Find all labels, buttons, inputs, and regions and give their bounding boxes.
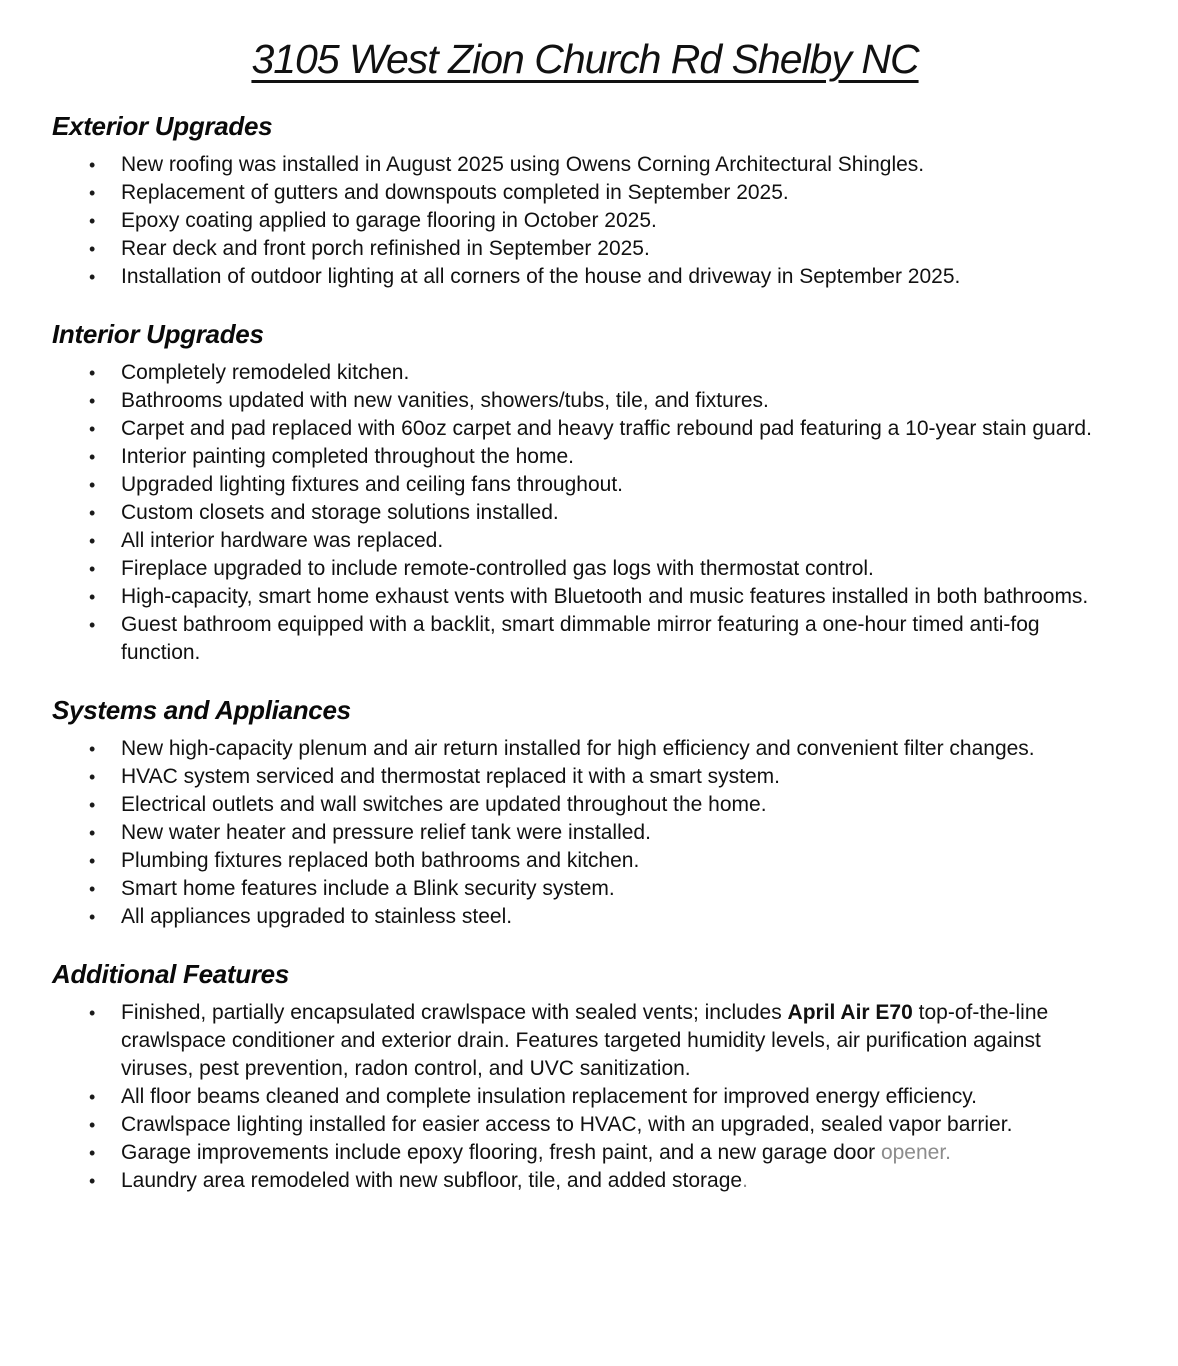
list-item-text: Interior painting completed throughout the home. [121, 445, 574, 468]
list-item-text-segment: Garage improvements include epoxy flooring, fresh paint, and a new garage door [121, 1141, 881, 1164]
list-item-text: Upgraded lighting fixtures and ceiling fans throughout. [121, 473, 623, 496]
list-item-text [121, 1139, 1111, 1167]
section-heading-interior-upgrades: Interior Upgrades [52, 319, 264, 349]
list-item [52, 263, 1111, 291]
list-item [52, 583, 1111, 611]
bullet-icon: • [89, 739, 96, 759]
list-item-text [121, 999, 1111, 1083]
list-item [52, 999, 1111, 1083]
list-item-text: HVAC system serviced and thermostat replaced it with a smart system. [121, 765, 780, 788]
list-item [52, 387, 1111, 415]
bullet-icon: • [89, 587, 96, 607]
bullet-icon: • [89, 267, 96, 287]
list-item-text: Rear deck and front porch refinished in September 2025. [121, 237, 650, 260]
page-title-text: 3105 West Zion Church Rd Shelby NC [251, 36, 919, 82]
bullet-icon: • [89, 363, 96, 383]
section-heading-systems-and-appliances: Systems and Appliances [52, 695, 351, 725]
list-item-text-muted: . [742, 1169, 748, 1192]
list-item-text: Epoxy coating applied to garage flooring in October 2025. [121, 209, 657, 232]
list-item-text [121, 1167, 1111, 1195]
bullet-icon: • [89, 475, 96, 495]
list-item-text: Bathrooms updated with new vanities, showers/tubs, tile, and fixtures. [121, 389, 769, 412]
list-item [52, 735, 1111, 763]
list-item [52, 555, 1111, 583]
bullet-icon: • [89, 851, 96, 871]
list-item-text: Plumbing fixtures replaced both bathrooms and kitchen. [121, 849, 640, 872]
list-item-text: New water heater and pressure relief tank were installed. [121, 821, 651, 844]
bullet-icon: • [89, 211, 96, 231]
list-item-text-muted: opener. [880, 1141, 952, 1164]
bullet-icon: • [89, 503, 96, 523]
section-heading-additional-features: Additional Features [52, 959, 289, 989]
bullet-icon: • [89, 823, 96, 843]
list-item-text: New high-capacity plenum and air return installed for high efficiency and convenient filter changes. [121, 737, 1035, 760]
bullet-icon: • [89, 1143, 96, 1163]
list-item-text: All floor beams cleaned and complete insulation replacement for improved energy efficiency. [121, 1085, 978, 1108]
bullet-icon: • [89, 447, 96, 467]
page-title [52, 36, 1118, 83]
list-item-text-segment: top-of-the-line crawlspace conditioner and exterior drain. Features targeted humidity levels, air purification against viruses, pest prevention, radon control, and UVC sanitization. [121, 1001, 1049, 1080]
list-item-text-segment: Laundry area remodeled with new subfloor, tile, and added storage [121, 1169, 743, 1192]
bullet-icon: • [89, 419, 96, 439]
list-item-text-bold: April Air E70 [787, 1001, 913, 1024]
list-item [52, 235, 1111, 263]
list-item [52, 527, 1111, 555]
bullet-icon: • [89, 795, 96, 815]
list-item [52, 1111, 1111, 1139]
list-item [52, 611, 1111, 667]
list-item-text: Crawlspace lighting installed for easier access to HVAC, with an upgraded, sealed vapor barrier. [121, 1113, 1013, 1136]
bullet-icon: • [89, 879, 96, 899]
list-item [52, 499, 1111, 527]
list-item [52, 819, 1111, 847]
list-item [52, 903, 1111, 931]
list-item-text: Installation of outdoor lighting at all corners of the house and driveway in September 2025. [121, 265, 961, 288]
bullet-icon: • [89, 615, 96, 635]
list-item-text: Carpet and pad replaced with 60oz carpet and heavy traffic rebound pad featuring a 10-year stain guard. [121, 417, 1092, 440]
list-item-text: Guest bathroom equipped with a backlit, smart dimmable mirror featuring a one-hour timed anti-fog function. [121, 613, 1040, 664]
bullet-icon: • [89, 1171, 96, 1191]
list-item [52, 847, 1111, 875]
list-item-text: New roofing was installed in August 2025 using Owens Corning Architectural Shingles. [121, 153, 925, 176]
bullet-icon: • [89, 1003, 96, 1023]
list-item [52, 1139, 1111, 1167]
list-item-text: Custom closets and storage solutions installed. [121, 501, 559, 524]
list-item-text: Fireplace upgraded to include remote-controlled gas logs with thermostat control. [121, 557, 874, 580]
bullet-icon: • [89, 1087, 96, 1107]
bullet-icon: • [89, 391, 96, 411]
bullet-icon: • [89, 559, 96, 579]
list-item [52, 179, 1111, 207]
list-item-text: All appliances upgraded to stainless steel. [121, 905, 513, 928]
list-item-text: Electrical outlets and wall switches are updated throughout the home. [121, 793, 767, 816]
list-item [52, 443, 1111, 471]
list-item [52, 359, 1111, 387]
list-item [52, 207, 1111, 235]
section-heading-exterior-upgrades: Exterior Upgrades [52, 111, 273, 141]
bullet-icon: • [89, 767, 96, 787]
bullet-icon: • [89, 183, 96, 203]
bullet-icon: • [89, 155, 96, 175]
list-item [52, 1167, 1111, 1195]
list-item [52, 471, 1111, 499]
bullet-icon: • [89, 907, 96, 927]
list-item-text: High-capacity, smart home exhaust vents with Bluetooth and music features installed in both bathrooms. [121, 585, 1089, 608]
list-item-text: Replacement of gutters and downspouts completed in September 2025. [121, 181, 789, 204]
systems-and-appliances-list [52, 735, 1111, 931]
additional-features-list [52, 999, 1111, 1195]
list-item-text: Smart home features include a Blink security system. [121, 877, 615, 900]
list-item [52, 791, 1111, 819]
list-item-text: Completely remodeled kitchen. [121, 361, 410, 384]
list-item [52, 875, 1111, 903]
list-item-text-segment: Finished, partially encapsulated crawlspace with sealed vents; includes [121, 1001, 788, 1024]
exterior-upgrades-list [52, 151, 1111, 291]
list-item [52, 1083, 1111, 1111]
bullet-icon: • [89, 1115, 96, 1135]
interior-upgrades-list [52, 359, 1111, 667]
list-item [52, 151, 1111, 179]
list-item-text: All interior hardware was replaced. [121, 529, 444, 552]
bullet-icon: • [89, 531, 96, 551]
list-item [52, 763, 1111, 791]
list-item [52, 415, 1111, 443]
bullet-icon: • [89, 239, 96, 259]
